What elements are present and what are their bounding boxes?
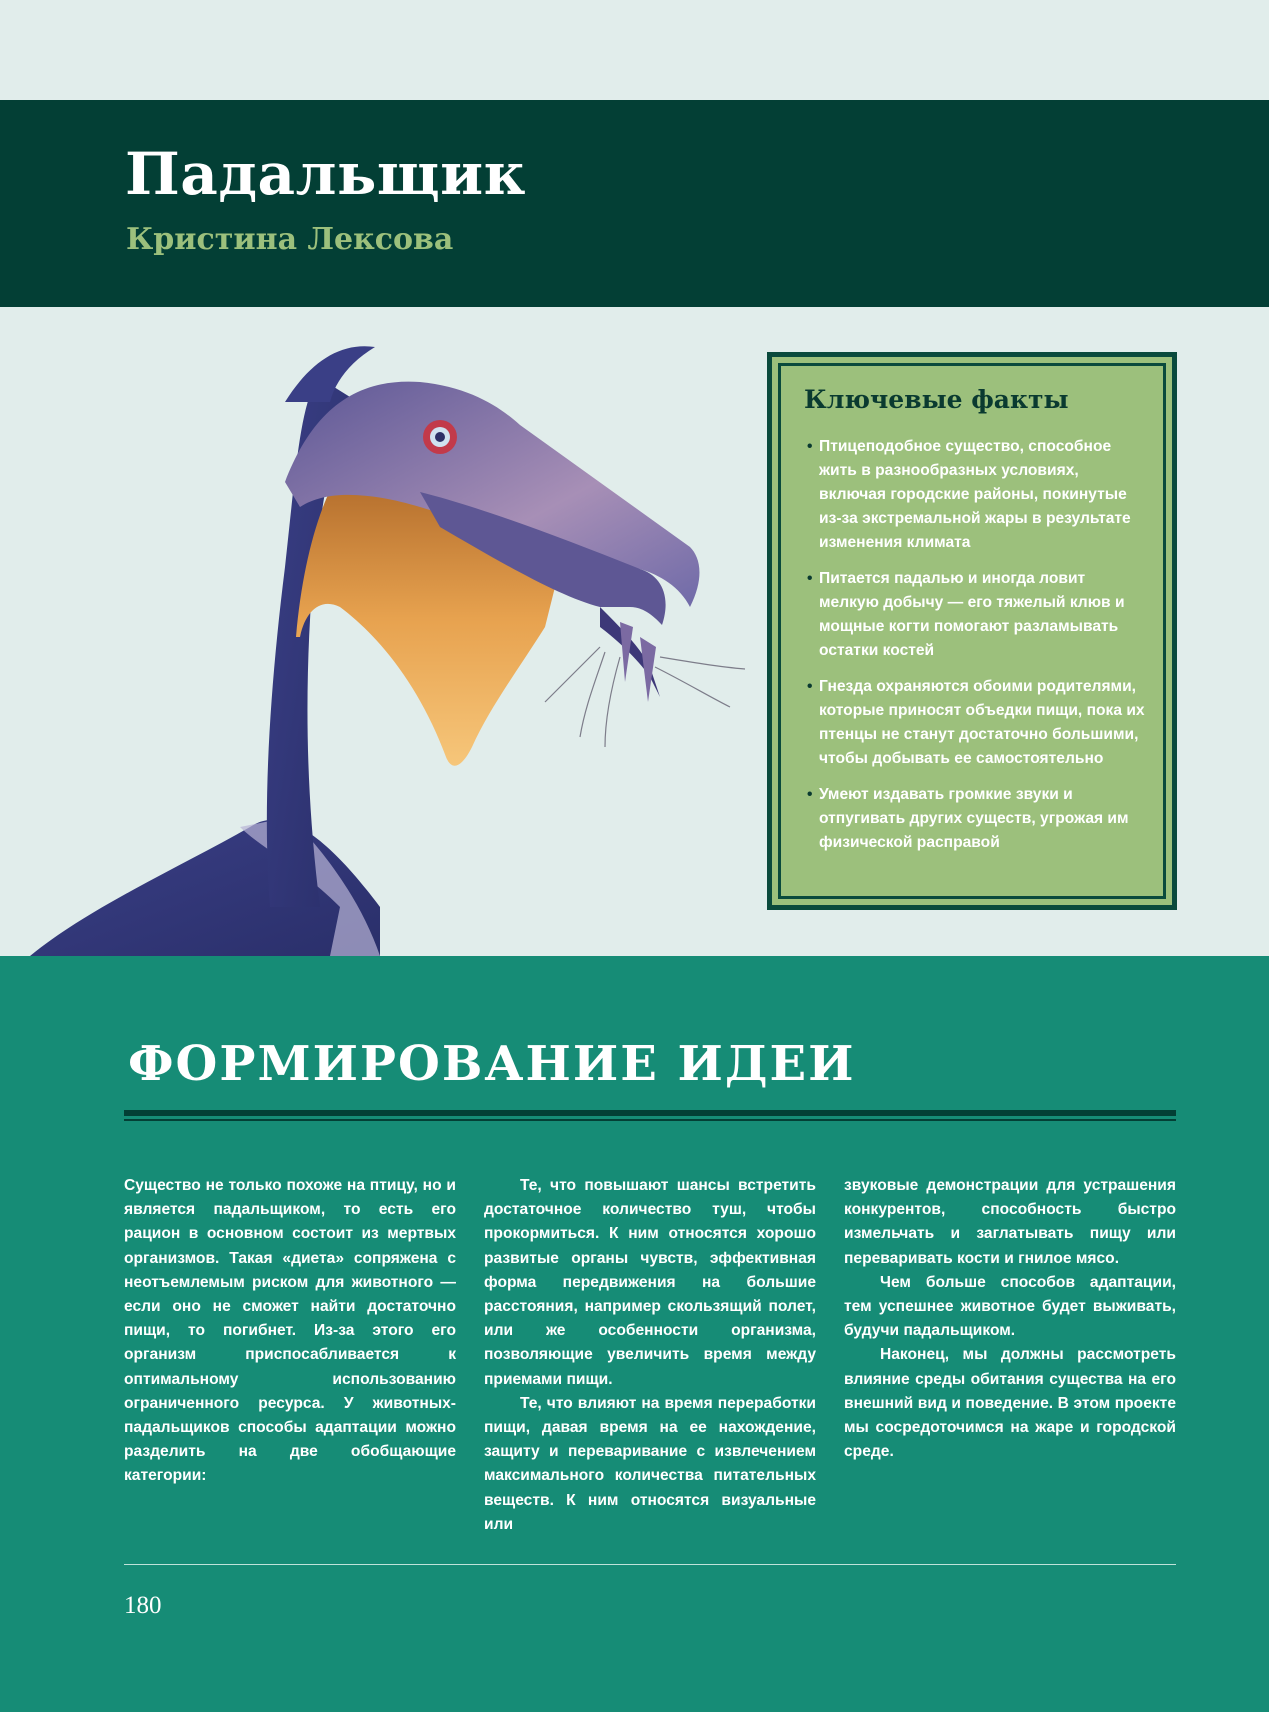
text-column-3 <box>844 1174 1176 1464</box>
scavenger-bird-creature-illustration <box>0 307 770 956</box>
key-fact-item: • Питается падалью и иногда ловит мелкую добычу — его тяжелый клюв и мощные когти помогают разламывать остатки костей <box>807 567 1147 663</box>
paragraph: Наконец, мы должны рассмотреть влияние среды обитания существа на его внешний вид и поведение. В этом проекте мы сосредоточимся на жаре и городской среде. <box>844 1346 1176 1461</box>
top-margin <box>0 0 1269 100</box>
page-title: Падальщик <box>125 140 527 208</box>
heading-rule-thin <box>124 1119 1176 1121</box>
paragraph: Те, что повышают шансы встретить достаточное количество туш, чтобы прокормиться. К ним относятся хорошо развитые органы чувств, эффективная форма передвижения на большие расстояния, например скользящий полет, или же особенности организма, позволяющие увеличить время между приемами пищи. <box>484 1177 816 1388</box>
key-facts-title: Ключевые факты <box>804 385 1069 414</box>
paragraph: Существо не только похоже на птицу, но и является падальщиком, то есть его рацион в основном состоит из мертвых организмов. Такая «диета» сопряжена с неотъемлемым риском для животного — если оно не сможет найти достаточно пищи, то погибнет. Из-за этого его организм приспосабливается к оптимальному использованию ограниченного ресурса. У животных-падальщиков способы адаптации можно разделить на две обобщающие категории: <box>124 1177 456 1485</box>
idea-section <box>0 956 1269 1712</box>
footer-divider <box>124 1564 1176 1565</box>
author-name: Кристина Лексова <box>126 222 454 257</box>
paragraph: Чем больше способов адаптации, тем успешнее животное будет выживать, будучи падальщиком. <box>844 1273 1176 1340</box>
key-fact-item: • Гнезда охраняются обоими родителями, которые приносят объедки пищи, пока их птенцы не станут достаточно большими, чтобы добывать ее самостоятельно <box>807 675 1147 771</box>
key-facts-box <box>767 352 1177 910</box>
key-fact-item: • Птицеподобное существо, способное жить в разнообразных условиях, включая городские районы, покинутые из-за экстремальной жары в результате изменения климата <box>807 435 1147 555</box>
text-column-1 <box>124 1174 456 1489</box>
paragraph: звуковые демонстрации для устрашения конкурентов, способность быстро измельчать и заглатывать пищу или переваривать кости и гнилое мясо. <box>844 1177 1176 1267</box>
page-number: 180 <box>124 1592 162 1619</box>
section-heading: ФОРМИРОВАНИЕ ИДЕИ <box>128 1036 856 1092</box>
chapter-header <box>0 100 1269 307</box>
heading-rule-thick <box>124 1110 1176 1116</box>
paragraph: Те, что влияют на время переработки пищи, давая время на ее нахождение, защиту и переваривание с извлечением максимального количества питательных веществ. К ним относятся визуальные или <box>484 1394 816 1533</box>
text-column-2 <box>484 1174 816 1537</box>
key-facts-list <box>807 435 1147 867</box>
key-fact-item: • Умеют издавать громкие звуки и отпугивать других существ, угрожая им физической расправой <box>807 783 1147 855</box>
